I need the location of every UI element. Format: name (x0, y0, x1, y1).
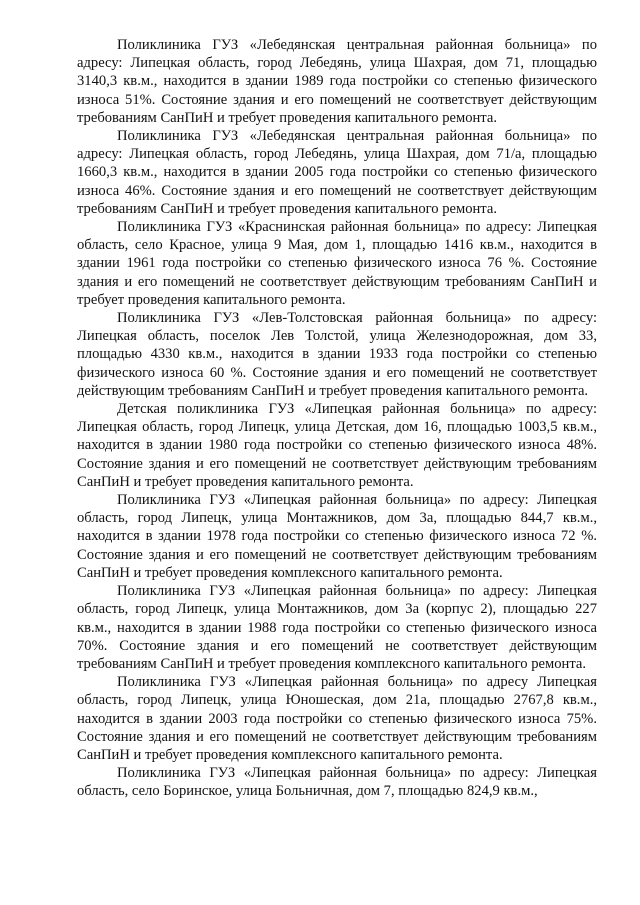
paragraph-lipetsk-children-polyclinic: Детская поликлиника ГУЗ «Липецкая районная больница» по адресу: Липецкая область, город Липецк, улица Детская, дом 16, площадью 1003,5 кв.м., находится в здании 1980 года постройки со степенью физического износа 48%. Состояние здания и его помещений не соответствует действующим требованиям СанПиН и требует проведения капитального ремонта. (77, 401, 597, 490)
paragraph-lipetsk-montazhnikov-polyclinic: Поликлиника ГУЗ «Липецкая районная больница» по адресу: Липецкая область, город Липецк, улица Монтажников, дом 3а, площадью 844,7 кв.м., находится в здании 1978 года постройки со степенью физического износа 72 %. Состояние здания и его помещений не соответствует действующим требованиям СанПиН и требует проведения комплексного капитального ремонта. (77, 492, 597, 581)
paragraph-lebedyan-polyclinic-71a: Поликлиника ГУЗ «Лебедянская центральная районная больница» по адресу: Липецкая область, город Лебедянь, улица Шахрая, дом 71/а, площадью 1660,3 кв.м., находится в здании 2005 года постройки со степенью физического износа 46%. Состояние здания и его помещений не соответствует действующим требованиям СанПиН и требует проведения капитального ремонта. (77, 128, 597, 217)
document-page (77, 36, 597, 801)
paragraph-lebedyan-polyclinic-71: Поликлиника ГУЗ «Лебедянская центральная районная больница» по адресу: Липецкая область, город Лебедянь, улица Шахрая, дом 71, площадью 3140,3 кв.м., находится в здании 1989 года постройки со степенью физического износа 51%. Состояние здания и его помещений не соответствует действующим требованиям СанПиН и требует проведения капитального ремонта. (77, 37, 597, 126)
paragraph-lipetsk-yunosheskaya-polyclinic: Поликлиника ГУЗ «Липецкая районная больница» по адресу Липецкая область, город Липецк, улица Юношеская, дом 21а, площадью 2767,8 кв.м., находится в здании 2003 года постройки со степенью физического износа 75%. Состояние здания и его помещений не соответствует действующим требованиям СанПиН и требует проведения комплексного капитального ремонта. (77, 674, 597, 763)
paragraph-krasnoe-polyclinic: Поликлиника ГУЗ «Краснинская районная больница» по адресу: Липецкая область, село Красное, улица 9 Мая, дом 1, площадью 1416 кв.м., находится в здании 1961 года постройки со степенью физического износа 76 %. Состояние здания и его помещений не соответствует действующим требованиям СанПиН и требует проведения капитального ремонта. (77, 219, 597, 308)
paragraph-lipetsk-montazhnikov-corpus2-polyclinic: Поликлиника ГУЗ «Липецкая районная больница» по адресу: Липецкая область, город Липецк, улица Монтажников, дом 3а (корпус 2), площадью 227 кв.м., находится в здании 1988 года постройки со степенью физического износа 70%. Состояние здания и его помещений не соответствует действующим требованиям СанПиН и требует проведения комплексного капитального ремонта. (77, 583, 597, 672)
paragraph-lev-tolstoy-polyclinic: Поликлиника ГУЗ «Лев-Толстовская районная больница» по адресу: Липецкая область, поселок Лев Толстой, улица Железнодорожная, дом 33, площадью 4330 кв.м., находится в здании 1933 года постройки со степенью физического износа 60 %. Состояние здания и его помещений не соответствует действующим требованиям СанПиН и требует проведения капитального ремонта. (77, 310, 597, 399)
paragraph-borinskoe-polyclinic: Поликлиника ГУЗ «Липецкая районная больница» по адресу: Липецкая область, село Боринское, улица Больничная, дом 7, площадью 824,9 кв.м., (77, 765, 597, 800)
